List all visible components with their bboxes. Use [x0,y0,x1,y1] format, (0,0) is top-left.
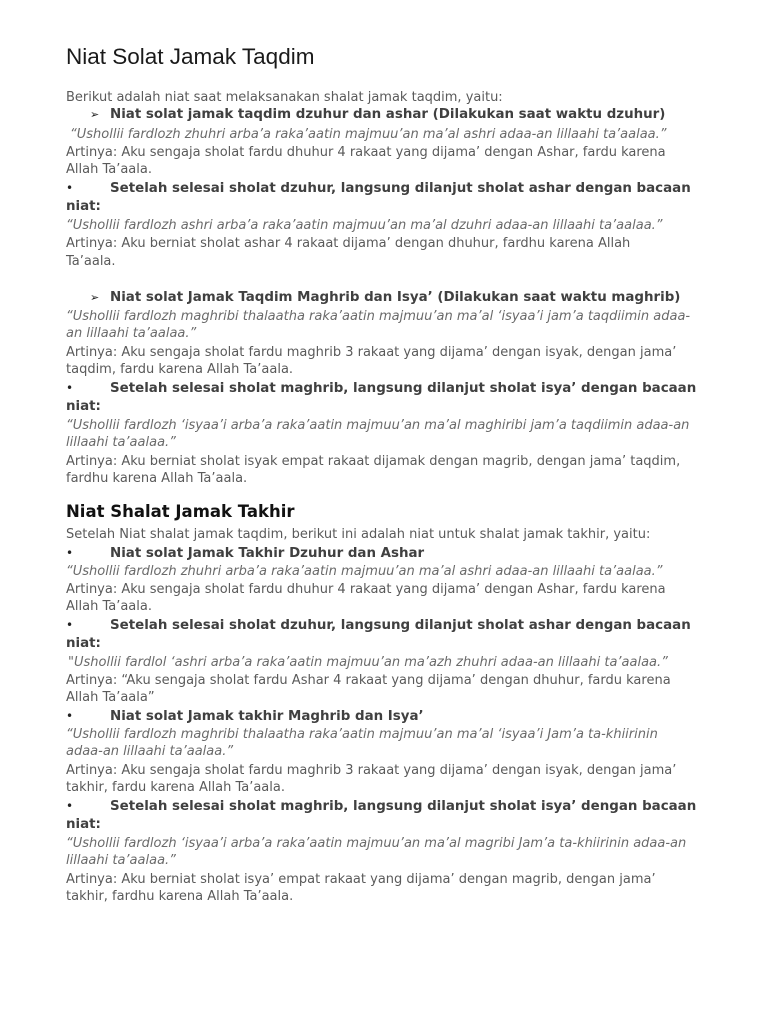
bullet-icon: • [66,618,74,632]
section-heading: Niat solat Jamak Takhir Dzuhur dan Ashar [110,546,425,561]
niat-meaning: Allah Ta’aala. [66,162,152,177]
niat-arabic-text: lillaahi ta’aalaa.” [66,435,176,450]
niat-meaning: fardhu karena Allah Ta’aala. [66,471,248,486]
section-heading: niat: [66,399,101,414]
niat-arabic-text: “Ushollii fardlozh maghribi thalaatha raka’aatin majmuu’an ma’al ‘isyaa’i Jam’a ta-khiirinin [66,727,658,742]
section-heading: Niat solat jamak taqdim dzuhur dan ashar (Dilakukan saat waktu dzuhur) [110,107,666,122]
niat-meaning: Artinya: “Aku sengaja sholat fardu Ashar 4 rakaat yang dijama’ dengan dhuhur, fardu karena [66,673,671,688]
arrow-bullet-icon: ➢ [90,291,100,304]
niat-meaning: Ta’aala. [66,254,116,269]
niat-meaning: Artinya: Aku sengaja sholat fardu maghrib 3 rakaat yang dijama’ dengan isyak, dengan jama’ [66,763,677,778]
section-heading: niat: [66,817,101,832]
niat-arabic-text: “Ushollii fardlozh zhuhri arba’a raka’aatin majmuu’an ma’al ashri adaa-an lillaahi ta’aalaa.” [70,127,667,142]
niat-meaning: Artinya: Aku berniat sholat ashar 4 rakaat dijama’ dengan dhuhur, fardhu karena Allah [66,236,631,251]
niat-arabic-text: adaa-an lillaahi ta’aalaa.” [66,744,234,759]
niat-meaning: Artinya: Aku sengaja sholat fardu dhuhur 4 rakaat yang dijama’ dengan Ashar, fardu karena [66,582,666,597]
bullet-icon: • [66,381,74,395]
niat-meaning: Allah Ta’aala. [66,599,152,614]
niat-arabic-text: "Ushollii fardlol ‘ashri arba’a raka’aatin majmuu’an ma’azh zhuhri adaa-an lillaahi ta’aalaa.” [68,655,668,670]
niat-arabic-text: an lillaahi ta’aalaa.” [66,326,197,341]
niat-meaning: taqdim, fardu karena Allah Ta’aala. [66,362,294,377]
niat-meaning: Allah Ta’aala” [66,690,155,705]
niat-meaning: takhir, fardhu karena Allah Ta’aala. [66,889,294,904]
section-heading: Niat solat Jamak takhir Maghrib dan Isya’ [110,709,424,724]
niat-arabic-text: “Ushollii fardlozh ashri arba’a raka’aatin majmuu’an ma’al dzuhri adaa-an lillaahi ta’aalaa.” [66,218,663,233]
section-heading: niat: [66,199,101,214]
section-title: Niat Shalat Jamak Takhir [66,502,295,521]
bullet-icon: • [66,546,74,560]
bullet-icon: • [66,799,74,813]
section-heading: Setelah selesai sholat dzuhur, langsung dilanjut sholat ashar dengan bacaan [110,618,691,633]
intro-text: Setelah Niat shalat jamak taqdim, berikut ini adalah niat untuk shalat jamak takhir, yaitu: [66,527,651,542]
niat-meaning: Artinya: Aku sengaja sholat fardu dhuhur 4 rakaat yang dijama’ dengan Ashar, fardu karena [66,145,666,160]
niat-arabic-text: “Ushollii fardlozh zhuhri arba’a raka’aatin majmuu’an ma’al ashri adaa-an lillaahi ta’aalaa.” [66,564,663,579]
niat-meaning: Artinya: Aku sengaja sholat fardu maghrib 3 rakaat yang dijama’ dengan isyak, dengan jama’ [66,345,677,360]
intro-text: Berikut adalah niat saat melaksanakan shalat jamak taqdim, yaitu: [66,90,503,105]
section-heading: Niat solat Jamak Taqdim Maghrib dan Isya’ (Dilakukan saat waktu maghrib) [110,290,681,305]
section-heading: Setelah selesai sholat maghrib, langsung dilanjut sholat isya’ dengan bacaan [110,799,697,814]
niat-arabic-text: “Ushollii fardlozh maghribi thalaatha raka’aatin majmuu’an ma’al ‘isyaa’i jam’a taqdiimin adaa- [66,309,691,324]
section-heading: niat: [66,636,101,651]
niat-arabic-text: “Ushollii fardlozh ‘isyaa’i arba’a raka’aatin majmuu’an ma’al maghiribi jam’a taqdiimin adaa-an [66,418,690,433]
arrow-bullet-icon: ➢ [90,108,100,121]
niat-arabic-text: lillaahi ta’aalaa.” [66,853,176,868]
bullet-icon: • [66,181,74,195]
bullet-icon: • [66,709,74,723]
niat-meaning: Artinya: Aku berniat sholat isya’ empat rakaat yang dijama’ dengan magrib, dengan jama’ [66,872,656,887]
section-heading: Setelah selesai sholat dzuhur, langsung dilanjut sholat ashar dengan bacaan [110,181,691,196]
niat-meaning: takhir, fardu karena Allah Ta’aala. [66,780,285,795]
niat-arabic-text: “Ushollii fardlozh ‘isyaa’i arba’a raka’aatin majmuu’an ma’al magribi Jam’a ta-khiirinin adaa-an [66,836,687,851]
page-title: Niat Solat Jamak Taqdim [66,44,315,69]
section-heading: Setelah selesai sholat maghrib, langsung dilanjut sholat isya’ dengan bacaan [110,381,697,396]
niat-meaning: Artinya: Aku berniat sholat isyak empat rakaat dijamak dengan magrib, dengan jama’ taqdim, [66,454,681,469]
